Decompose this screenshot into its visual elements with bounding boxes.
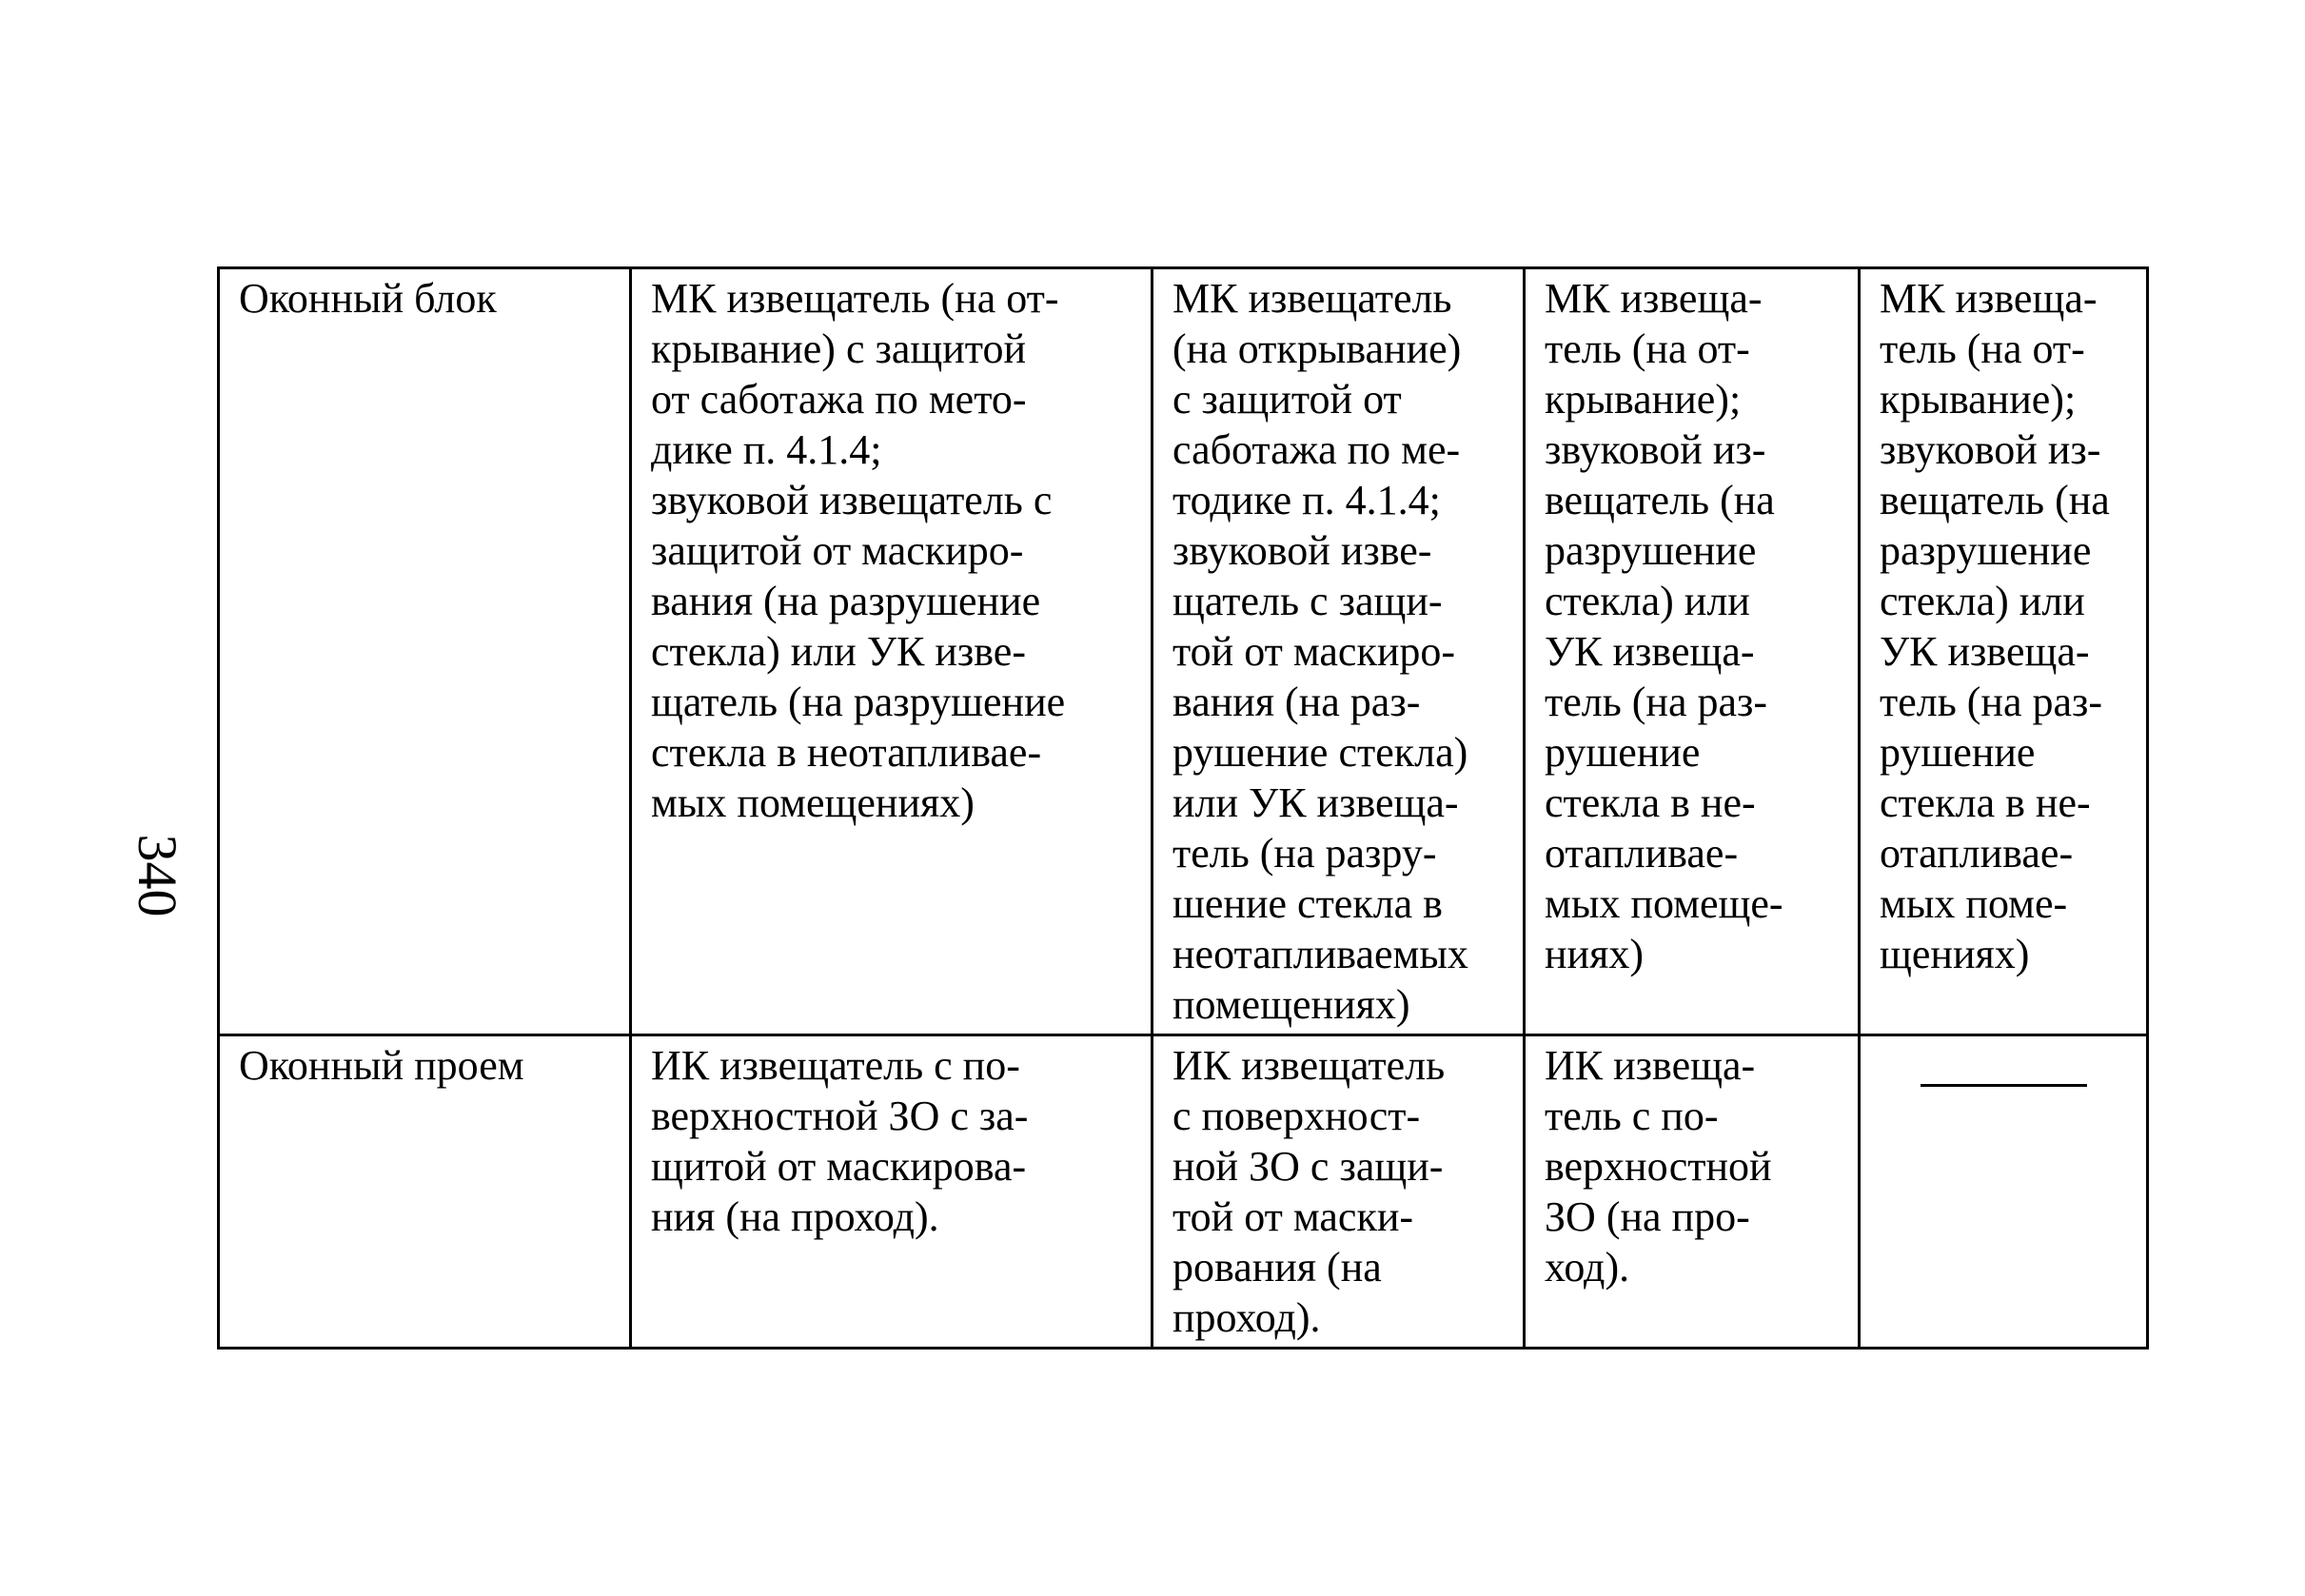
cell-text: МК извещатель (на открывание) с защитой от саботажа по ме- тодике п. 4.1.4; звуковой изве- щатель с защи- той от маскиро- вания (на раз- рушение стекла) или УК извеща- тель (на разру- шение стекла в неотапливаемых помещениях) (1172, 275, 1468, 1028)
table-cell (1525, 268, 1860, 1035)
table-row (219, 1035, 2148, 1349)
table-cell (631, 268, 1152, 1035)
page-number: 340 (127, 834, 188, 917)
row-name-cell (219, 268, 631, 1035)
cell-text: МК извещатель (на от- крывание) с защитой от саботажа по мето- дике п. 4.1.4; звуковой извещатель с защитой от маскиро- вания (на разрушение стекла) или УК изве- щатель (на разрушение стекла в неотапливае- мых помещениях) (651, 275, 1066, 826)
row-name: Оконный проем (239, 1042, 524, 1089)
table-cell (1152, 268, 1525, 1035)
row-name-cell (219, 1035, 631, 1349)
table-cell (631, 1035, 1152, 1349)
table-cell (1860, 268, 2148, 1035)
row-name: Оконный блок (239, 275, 497, 322)
cell-text: МК извеща- тель (на от- крывание); звуковой из- вещатель (на разрушение стекла) или УК извеща- тель (на раз- рушение стекла в не- отапливае- мых поме- щениях) (1880, 275, 2110, 977)
cell-text: ИК извещатель с по- верхностной ЗО с за- щитой от маскирова- ния (на проход). (651, 1042, 1029, 1240)
cell-text: МК извеща- тель (на от- крывание); звуковой из- вещатель (на разрушение стекла) или УК извеща- тель (на раз- рушение стекла в не- отапливае- мых помеще- ниях) (1545, 275, 1783, 977)
table-row (219, 268, 2148, 1035)
cell-text: ИК извеща- тель с по- верхностной ЗО (на про- ход). (1545, 1042, 1772, 1291)
empty-cell (1860, 1035, 2148, 1349)
table-cell (1525, 1035, 1860, 1349)
requirements-table (217, 266, 2149, 1350)
cell-text: ИК извещатель с поверхност- ной ЗО с защи- той от маски- рования (на проход). (1172, 1042, 1446, 1341)
dash-mark (1921, 1084, 2087, 1087)
table-cell (1152, 1035, 1525, 1349)
